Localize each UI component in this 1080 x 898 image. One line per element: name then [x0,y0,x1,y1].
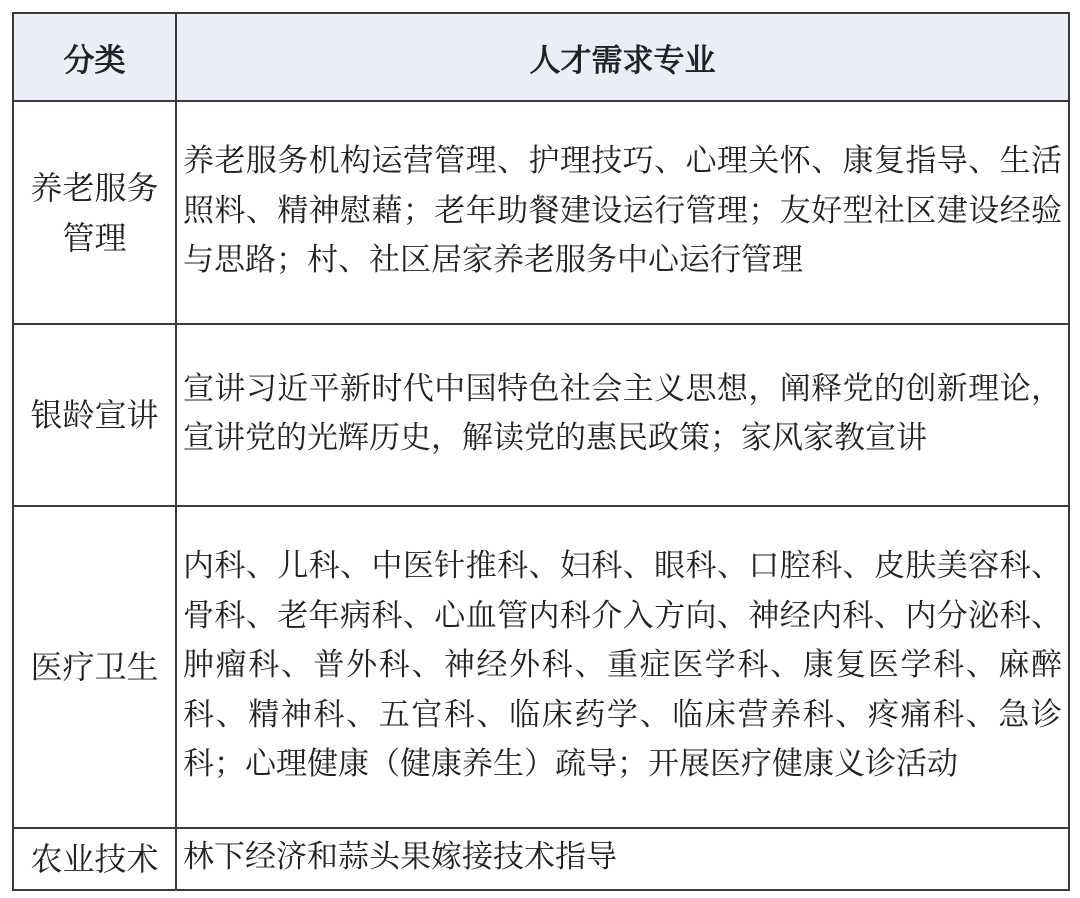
category-cell: 农业技术 [13,828,176,890]
header-category: 分类 [13,13,176,101]
category-cell: 医疗卫生 [13,506,176,828]
category-cell: 养老服务管理 [13,101,176,324]
header-majors: 人才需求专业 [176,13,1069,101]
category-cell: 银龄宣讲 [13,324,176,506]
majors-cell: 林下经济和蒜头果嫁接技术指导 [176,828,1069,890]
talent-demand-table [12,12,1070,891]
table-row [13,101,1069,324]
table-row [13,506,1069,828]
majors-cell: 宣讲习近平新时代中国特色社会主义思想，阐释党的创新理论，宣讲党的光辉历史，解读党的惠民政策；家风家教宣讲 [176,324,1069,506]
table-row [13,828,1069,890]
table-row [13,324,1069,506]
table-header-row [13,13,1069,101]
majors-cell: 养老服务机构运营管理、护理技巧、心理关怀、康复指导、生活照料、精神慰藉；老年助餐建设运行管理；友好型社区建设经验与思路；村、社区居家养老服务中心运行管理 [176,101,1069,324]
majors-cell: 内科、儿科、中医针推科、妇科、眼科、口腔科、皮肤美容科、骨科、老年病科、心血管内科介入方向、神经内科、内分泌科、肿瘤科、普外科、神经外科、重症医学科、康复医学科、麻醉科、精神科、五官科、临床药学、临床营养科、疼痛科、急诊科；心理健康（健康养生）疏导；开展医疗健康义诊活动 [176,506,1069,828]
